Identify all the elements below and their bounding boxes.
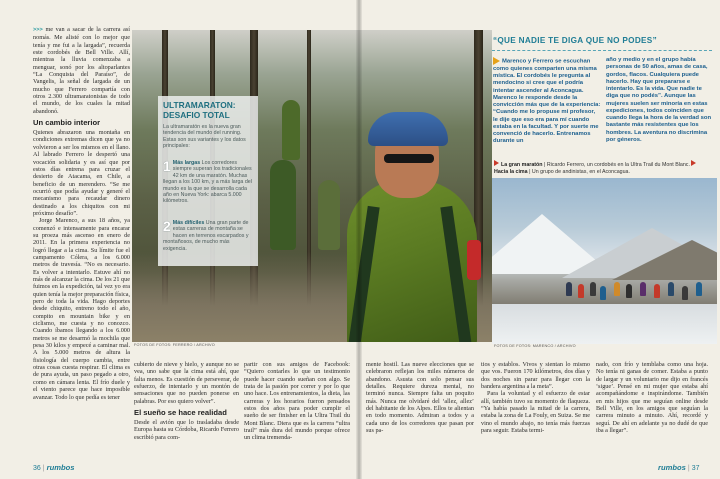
left-col1-intro — [33, 26, 130, 115]
climber — [696, 282, 702, 296]
paragraph: Jorge Marenco, a sus 18 años, ya comenzó e intensamente para encarar su proeza más ascenso en enero de 2011. En la primera experiencia no logró llegar a la cima. Su límite fue el campamento Cólera, a los 6.000 metros de travesía. “No es necesario. Es volver a intentarlo. Estuve ahí no más de alcanzar la cima. De los 21 que fuimos en la expedición, tal vez yo era quien tenía la mejor preparación física, pero de toda la vida. Hago deportes desde chiquito, entreno todo el año, compito en mountain bike y en ciclismo, me cuesta y no conozco. Cuando íbamos llegando a los 6.000 metros se me desarmó la mochila que pesa 30 kilos y empecé a caminar mal. A los 5.000 metros de altura la fisiología del cuerpo cambia, entre otras cosas cuesta respirar. El clima es de pura ayuda, un paso pegado a otro, como en cámara lenta. El frío duele y el viento parece que hace imposible avanzar. Todo lo que pedía es tener — [33, 217, 130, 401]
right-column-2 — [481, 361, 590, 457]
left-column-1 — [33, 26, 130, 458]
quote-column-2 — [606, 57, 714, 157]
mountain-rock — [612, 240, 717, 280]
footer-divider: | — [687, 465, 690, 472]
paragraph: Quienes abrazaron una montaña en condiciones extremas dicen que ya no volvieron a ser los mismos en el llano. Al labrado Ferrero le despertó una vocación solidaria y es así que por estos días entrena para cruzar el desierto de Atacama, en Chile, a beneficio de un merendero. “Se me ocurrió que podía ayudar y generé el mecanismo para recaudar dinero destinado a los chiquitos con mi próximo desafío”. — [33, 129, 130, 217]
item-text: Los corredores siempre superan los tradicionales 42 km de una maratón. Muchas llegan a los 100 km, y a más larga del mundo es la que se desarrolla cada año en Nueva York: abarca 5.000 kilómetros. — [163, 160, 252, 205]
info-box-item-1 — [163, 160, 253, 205]
right-page-footer — [658, 463, 699, 472]
page-number: 36 — [33, 465, 41, 472]
quote-text: Marenco y Ferrero se escuchan como quienes comparten una misma mística. El cordobés le pregunta al mendocino si cree que el podría intentar ascender al Aconcagua. Marenco le responde desde la convicción más que de la experiencia: “Cuando me lo propuse mi profesor, le dije que eso era para mí cuando estaba en la facultad. Y por suerte me convenció de hacerlo. Entrenamos durante un — [493, 58, 601, 145]
left-column-3 — [244, 361, 350, 457]
left-page-footer — [33, 463, 74, 472]
climber — [600, 286, 606, 300]
caption-triangle-icon — [691, 160, 696, 166]
magazine-logo: rumbos — [46, 463, 75, 472]
quote-text: año y medio y en el grupo había personas de 50 años, amas de casa, gordos, flacos. Cualquiera puede hacerlo. Hay que prepararse e intentarlo. Es la vida. Que nadie te diga que no podés”. Aunque las mujeres suelen ser minoría en estas expediciones, todos coinciden que cuando llega la hora de la verdad son bastante más resistentes que los hombres. La aventura no discrimina por géneros. — [606, 57, 712, 143]
paragraph: me van a sacar de la carrera así nomás. Me alisté con lo mejor que tenía y me fui a la largada”, recuerda este cordobés de Bell Ville. Allí, mientras la lluvia comenzaba a menguar, sonó por los altoparlantes “La Conquista del Paraíso”, de Vangelis, la señal de largada de un mucho que Ferrero compartía con otros 2.300 ultramaratonistas de todo el mundo, de los cuales la mitad abandonó. — [33, 26, 130, 115]
caption-text-1: | Ricardo Ferrero, un cordobés en la Ultra Trail du Mont Blanc. — [544, 162, 690, 168]
background-runner — [270, 160, 296, 250]
page-gutter — [356, 0, 362, 479]
item-label: Más largas — [172, 160, 201, 166]
paragraph: mente hostil. Las nueve elecciones que se celebraron reflejan los miles números de abandono. Asusta con solo pensar sus detalles. Requiere dureza mental, no terminó nunca. Siempre falta un poquito más. Nunca me olvidaré del ‘allez, allez’ del habitante de los Alpes. Ellos te alientan en todo momento. Admiran a todos y a cada uno de los corredores que pasan por sus pa- — [366, 361, 474, 435]
info-box-title: ULTRAMARATON: DESAFIO TOTAL — [163, 100, 236, 120]
climber — [578, 284, 584, 298]
footer-divider: | — [42, 465, 45, 472]
item-number: 1 — [163, 158, 171, 174]
climber — [566, 282, 572, 296]
paragraph: partir con sus amigos de Facebook: “Quiero contarles lo que un testimonio puede hacer cuando sueñan con algo. Se trata de la pasión por correr y por lo que uno hace. Los entrenamientos, la dieta, las carreras y los horarios fueron pensados estos dos años para poder cumplir el sueño de ser finisher en la Ultra Trail du Mont Blanc. Diera que es la carrera “ultra trail” más dura del mundo porque ofrece un clima tremenda- — [244, 361, 350, 442]
sunglasses — [384, 154, 434, 163]
caption-label-2: Hacia la cima — [494, 168, 528, 175]
paragraph: Desde el avión que lo trasladaba desde Europa hasta su Córdoba, Ricardo Ferrero escribió para com- — [134, 419, 239, 441]
climber — [626, 284, 632, 298]
quote-title: “QUE NADIE TE DIGA QUE NO PODES” — [493, 36, 657, 45]
photo-caption — [494, 160, 712, 176]
left-column-2 — [134, 361, 239, 457]
item-text: Una gran parte de estas carreras de montaña se hacen en terrenos escarpados y montañosos, de mucho más exigencia. — [163, 220, 249, 252]
subhead-sueno: El sueño se hace realidad — [134, 408, 227, 418]
climber — [682, 286, 688, 300]
caption-triangle-icon — [494, 160, 499, 166]
paragraph: tios y establos. Vivos y sientan lo mismo que vos. Fueron 170 kilómetros, dos días y dos noches sin parar para llegar con la bandera argentina a la meta”. — [481, 361, 590, 391]
item-label: Más difíciles — [172, 220, 205, 226]
climber — [590, 282, 596, 296]
caption-text-2: | Un grupo de andinistas, en el Aconcagua. — [529, 168, 630, 175]
aconcagua-photo — [492, 178, 717, 344]
paragraph: Para la voluntad y el esfuerzo de estar allí, también tuvo su momento de flaqueza. “Ya había pasado la mitad de la carrera, estaba la zona de La Fouly, en Suiza. Se me vino el mundo abajo, no tenía más fuerzas para seguir. Estaba termi- — [481, 390, 590, 435]
snowfield — [492, 304, 717, 344]
quote-column-1 — [493, 57, 601, 157]
photo-credit: FOTOS DE FOTOS: MARENCO / ARCHIVO — [494, 344, 576, 348]
right-column-3 — [596, 361, 708, 457]
climber — [654, 284, 660, 298]
photo-credit: FOTOS DE FOTOS: FERRERO / ARCHIVO — [134, 343, 215, 347]
triangle-bullet-icon — [493, 57, 500, 65]
caption-label-1: La gran maratón — [501, 162, 543, 168]
water-bottle — [467, 240, 481, 280]
paragraph: cubierto de nieve y hielo, y aunque no se vea, uno sabe que la cima está ahí, que falta menos. Es cuestión de perseverar, de esfuerzo, de intentarlo y un montón de sensaciones que no pueden ponerse en palabras. Por eso quiero volver”. — [134, 361, 239, 405]
paragraph: nado, con frío y temblaba como una hoja. No tenía ni ganas de comer. Estaba a punto de largar y un voluntario me dijo en francés ‘sigue’. Pensé en mi mujer que estaba ahí acompañándome e inspirándome. También en mis hijos que me seguían online desde Bell Ville, en los amigos que seguían la carrera minuto a minuto. Ahí, recordé y seguí. De ahí en adelante ya no dudé de que iba a llegar”. — [596, 361, 708, 435]
page-number: 37 — [691, 465, 700, 472]
info-box-intro: La ultramaratón es la nueva gran tendencia del mundo del running. Estas son sus variantes y los datos principales: — [163, 124, 246, 150]
continuation-marker: >>> — [33, 27, 43, 33]
helmet — [368, 112, 448, 146]
right-column-1 — [366, 361, 474, 457]
climber — [614, 282, 620, 296]
background-runner — [282, 100, 300, 160]
subhead-cambio-interior: Un cambio interior — [33, 118, 101, 128]
item-number: 2 — [163, 218, 171, 234]
background-runner — [318, 180, 340, 250]
magazine-logo: rumbos — [658, 463, 686, 472]
info-box-item-2 — [163, 220, 253, 252]
climber — [668, 282, 674, 296]
climber — [640, 282, 646, 296]
